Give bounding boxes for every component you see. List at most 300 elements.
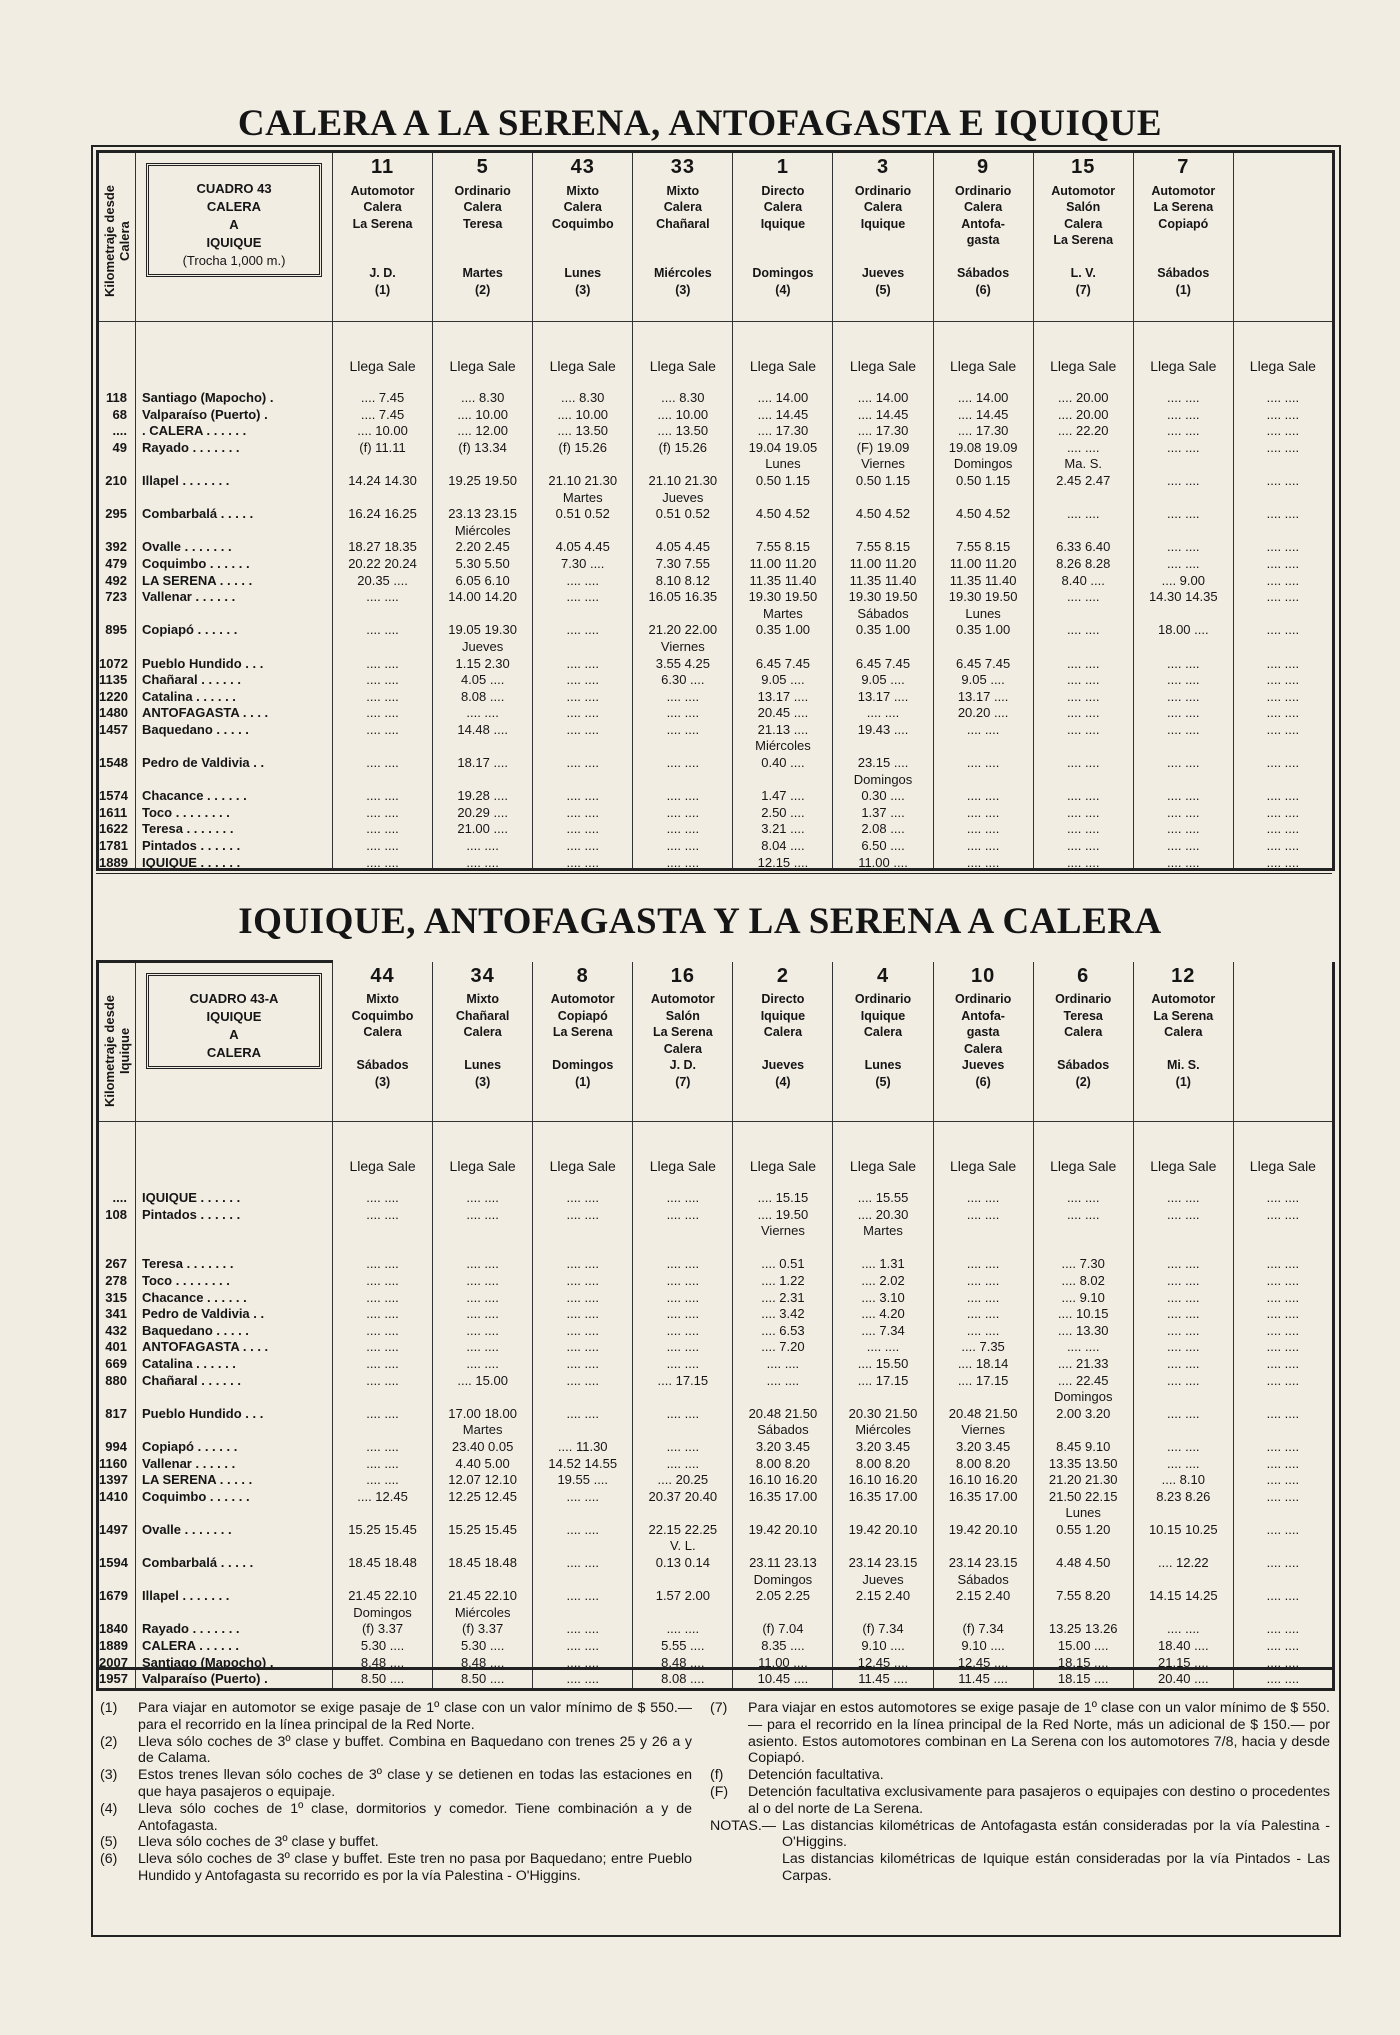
time-cell: 18.40 .... <box>1158 1638 1209 1654</box>
time-cell: .... .... <box>566 1355 599 1371</box>
time-cell: .... .... <box>1167 755 1200 771</box>
footnote <box>100 1700 692 1734</box>
train-detail <box>1234 232 1332 249</box>
train-number: 34 <box>470 964 495 987</box>
time-cell: .... .... <box>1266 589 1300 605</box>
time-cell: .... .... <box>566 705 599 721</box>
time-cell: .... 12.00 <box>457 423 508 439</box>
time-cell: 7.55 8.15 <box>755 539 811 555</box>
time-cell: .... .... <box>1066 672 1100 688</box>
train-detail <box>1234 183 1332 200</box>
train-header-16 <box>633 962 733 1122</box>
time-cell: .... .... <box>466 1339 499 1355</box>
train-detail <box>533 1041 632 1058</box>
time-cell: .... .... <box>1266 572 1300 588</box>
time-cell: 4.50 4.52 <box>755 506 811 522</box>
time-cell: .... .... <box>566 655 599 671</box>
time-cell <box>934 738 1033 755</box>
station-name: Pueblo Hundido . . . <box>142 655 264 671</box>
cuadro-line: IQUIQUE <box>206 235 262 250</box>
station-name: Illapel . . . . . . . <box>142 1588 230 1604</box>
station-name <box>136 1240 332 1257</box>
train-detail <box>1234 1041 1332 1058</box>
time-cell: 10.15 10.25 <box>1148 1521 1218 1537</box>
time-cell: 14.15 14.25 <box>1148 1588 1218 1604</box>
time-cell: Sábados <box>857 605 909 621</box>
km-value: 817 <box>105 1405 127 1421</box>
time-cell: 16.05 16.35 <box>648 589 718 605</box>
time-cell <box>934 639 1033 656</box>
train-detail: Martes <box>462 266 503 280</box>
train-time-column <box>1033 1122 1133 1690</box>
time-cell: 3.20 3.45 <box>755 1438 811 1454</box>
time-cell <box>333 606 432 623</box>
km-value <box>99 1240 135 1257</box>
time-cell: .... 8.30 <box>561 390 605 405</box>
time-cell: .... 7.35 <box>961 1339 1005 1355</box>
train-detail: (5) <box>875 282 891 297</box>
time-cell: .... .... <box>466 1190 499 1205</box>
station-name <box>136 772 332 789</box>
time-cell: .... .... <box>1066 755 1100 771</box>
time-cell: 12.25 12.45 <box>448 1488 517 1504</box>
time-cell <box>433 1223 532 1240</box>
time-cell: 1.15 2.30 <box>455 655 510 671</box>
time-cell <box>1034 1538 1133 1555</box>
section-title-southbound: IQUIQUE, ANTOFAGASTA Y LA SERENA A CALERA <box>238 901 1162 942</box>
train-detail <box>333 232 432 249</box>
time-cell: 0.40 .... <box>761 755 805 771</box>
time-cell: 2.08 .... <box>861 821 905 837</box>
train-detail <box>633 249 732 266</box>
train-detail: (6) <box>975 1074 991 1089</box>
time-cell <box>1234 1389 1332 1406</box>
time-cell: .... .... <box>1167 506 1200 522</box>
km-value: 492 <box>105 572 127 588</box>
time-cell <box>1134 490 1233 507</box>
train-detail <box>1034 249 1133 266</box>
station-name: Chacance . . . . . . <box>142 1289 247 1305</box>
time-cell <box>733 490 832 507</box>
train-detail <box>733 1041 832 1058</box>
km-value <box>99 456 135 473</box>
train-header-content <box>333 962 432 1091</box>
time-cell: .... .... <box>666 1206 700 1222</box>
time-cell: 19.04 19.05 <box>748 439 818 455</box>
station-name: Copiapó . . . . . . <box>142 1438 238 1454</box>
time-cell: .... .... <box>1066 1206 1100 1222</box>
time-cell: 11.45 .... <box>858 1671 908 1687</box>
time-cell: Miércoles <box>454 522 511 538</box>
time-cell: 13.17 .... <box>957 688 1009 704</box>
train-detail <box>1234 991 1332 1008</box>
time-cell <box>733 772 832 789</box>
time-cell: .... .... <box>566 1190 599 1205</box>
km-value: 1840 <box>99 1621 128 1637</box>
time-cell: 14.48 .... <box>457 721 508 737</box>
time-cell: .... .... <box>1167 1190 1200 1205</box>
train-detail: Copiapó <box>557 1008 608 1023</box>
time-cell: .... .... <box>1167 555 1200 571</box>
time-cell: .... .... <box>666 1339 700 1355</box>
station-name: Teresa . . . . . . . <box>142 1256 234 1272</box>
time-cell: .... .... <box>466 1256 499 1272</box>
station-name: Coquimbo . . . . . . <box>142 1488 250 1504</box>
time-cell <box>1134 456 1233 473</box>
km-value: 1480 <box>99 705 128 721</box>
time-cell: .... .... <box>366 854 399 870</box>
time-cell: 21.15 .... <box>1158 1654 1209 1670</box>
time-cell: .... 10.15 <box>1057 1306 1109 1322</box>
train-header-5 <box>433 152 533 322</box>
time-cell: .... .... <box>566 788 599 804</box>
train-header-content <box>1234 153 1332 298</box>
time-cell: 20.37 20.40 <box>648 1488 718 1504</box>
time-cell: Sábados <box>757 1422 809 1438</box>
time-cell: .... .... <box>666 821 700 837</box>
station-name <box>136 1605 332 1622</box>
time-cell <box>633 1505 732 1522</box>
time-cell <box>533 1572 632 1589</box>
train-detail: Jueves <box>861 266 905 280</box>
train-detail: Lunes <box>464 1058 502 1072</box>
time-cell: 9.10 .... <box>861 1638 905 1654</box>
km-value <box>99 1422 135 1439</box>
train-header-content <box>833 962 932 1091</box>
km-value <box>99 1505 135 1522</box>
time-cell: .... 19.50 <box>757 1206 809 1222</box>
time-cell: 18.45 18.48 <box>348 1555 417 1571</box>
time-cell: 9.10 .... <box>961 1638 1005 1654</box>
train-number: 15 <box>1071 156 1096 178</box>
time-cell: .... 1.22 <box>761 1272 805 1288</box>
time-cell: 19.30 19.50 <box>748 589 818 605</box>
time-cell: 0.51 0.52 <box>655 506 710 522</box>
time-cell: .... .... <box>366 755 399 771</box>
time-cell: 19.08 19.09 <box>948 439 1018 455</box>
time-cell <box>1234 1538 1332 1555</box>
train-detail: La Serena <box>352 216 413 231</box>
time-cell <box>633 1240 732 1257</box>
train-detail <box>1134 1041 1233 1058</box>
llega-sale-label: Llega Sale <box>950 1158 1017 1174</box>
train-detail: J. D. <box>669 1058 697 1072</box>
time-cell: .... 15.50 <box>857 1355 909 1371</box>
train-detail: Iquique <box>860 1008 906 1023</box>
train-detail: (1) <box>575 1074 591 1089</box>
time-cell: .... 1.31 <box>861 1256 905 1272</box>
time-cell: .... .... <box>566 1372 599 1388</box>
time-cell: .... .... <box>566 1588 599 1604</box>
llega-sale-label: Llega Sale <box>749 1158 816 1174</box>
time-cell <box>433 738 532 755</box>
train-detail: Copiapó <box>1158 216 1209 231</box>
time-cell: .... 7.34 <box>861 1322 905 1338</box>
divider <box>96 1667 1332 1670</box>
station-name <box>136 606 332 623</box>
time-cell <box>833 490 932 507</box>
time-cell: .... .... <box>566 622 599 638</box>
time-cell: .... .... <box>666 1272 700 1288</box>
footnote-text: Detención facultativa exclusivamente para pasajeros o equipajes con destino o procedentes al o del norte de La Serena. <box>748 1783 1330 1817</box>
llega-sale-label: Llega Sale <box>649 1158 716 1174</box>
time-cell <box>1034 490 1133 507</box>
train-detail: Mixto <box>666 183 700 198</box>
footnote <box>100 1851 692 1885</box>
station-name: Catalina . . . . . . <box>142 688 236 704</box>
time-cell: .... .... <box>966 1289 1000 1305</box>
train-header-content <box>433 153 532 298</box>
train-detail: Automotor <box>1051 183 1116 198</box>
time-cell: .... .... <box>1167 439 1200 455</box>
time-cell: 20.35 .... <box>357 572 408 588</box>
time-cell: 9.05 .... <box>761 672 805 688</box>
time-cell: (f) 7.34 <box>962 1621 1004 1637</box>
train-detail: Jueves <box>961 1058 1005 1072</box>
train-detail: La Serena <box>1153 200 1214 214</box>
time-cell: .... .... <box>366 655 399 671</box>
train-detail: (2) <box>1075 1074 1091 1089</box>
time-cell: 23.40 0.05 <box>451 1438 514 1454</box>
cuadro-cell <box>136 152 333 322</box>
time-cell <box>1234 1572 1332 1589</box>
time-cell: .... .... <box>1266 1322 1300 1338</box>
time-cell: Domingos <box>853 771 913 787</box>
train-header-content <box>1034 153 1133 298</box>
km-value: 479 <box>105 555 127 571</box>
time-cell: .... .... <box>366 1472 399 1488</box>
time-cell: .... .... <box>366 1256 399 1272</box>
train-detail: (6) <box>975 282 991 297</box>
train-header-15 <box>1033 152 1133 322</box>
footnote <box>710 1851 1330 1885</box>
time-cell <box>1034 639 1133 656</box>
time-cell: .... .... <box>1167 1272 1200 1288</box>
time-cell: .... .... <box>1167 423 1200 439</box>
time-cell <box>533 456 632 473</box>
time-cell: 14.00 14.20 <box>448 589 517 605</box>
km-value: 118 <box>106 390 127 405</box>
time-cell: Lunes <box>965 605 1001 621</box>
station-name: Combarbalá . . . . . <box>142 1555 254 1571</box>
footnote-key: NOTAS.— <box>710 1817 776 1834</box>
km-value: 1622 <box>99 821 128 837</box>
time-cell: .... .... <box>466 705 499 721</box>
train-time-column <box>1233 322 1333 872</box>
km-value <box>99 1223 135 1240</box>
time-cell <box>1234 639 1332 656</box>
time-cell: 0.55 1.20 <box>1056 1521 1111 1537</box>
time-cell: 21.10 21.30 <box>648 472 718 488</box>
time-cell: .... 10.00 <box>657 406 709 422</box>
train-detail: Automotor <box>1151 183 1216 198</box>
time-cell: 20.48 21.50 <box>748 1405 818 1421</box>
time-cell: 16.35 17.00 <box>948 1488 1018 1504</box>
train-detail <box>1134 232 1233 249</box>
time-cell: .... .... <box>366 1206 399 1222</box>
time-cell: .... .... <box>566 1405 599 1421</box>
time-cell: .... .... <box>566 1289 599 1305</box>
time-cell: 5.55 .... <box>661 1638 705 1654</box>
train-header-content <box>533 153 632 298</box>
time-cell <box>1234 772 1332 789</box>
km-value: 1957 <box>99 1671 128 1687</box>
time-cell: 0.35 1.00 <box>855 622 911 638</box>
train-header-3 <box>833 152 933 322</box>
time-cell: .... .... <box>566 1256 599 1272</box>
time-cell: 8.08 .... <box>661 1671 705 1687</box>
station-name: Combarbalá . . . . . <box>142 506 254 522</box>
train-detail: Ordinario <box>854 992 912 1006</box>
train-detail <box>1234 249 1332 266</box>
train-header-2 <box>733 962 833 1122</box>
station-name: Baquedano . . . . . <box>142 1322 249 1338</box>
train-detail: (3) <box>675 282 691 297</box>
train-number: 1 <box>776 156 789 178</box>
time-cell: .... .... <box>966 1272 1000 1288</box>
km-value: 1220 <box>99 688 128 704</box>
time-cell: 18.27 18.35 <box>348 539 417 555</box>
km-value: 1457 <box>99 721 128 737</box>
station-name: Ovalle . . . . . . . <box>142 539 232 555</box>
time-cell: 7.30 7.55 <box>655 555 710 571</box>
footnote-text: Lleva sólo coches de 3º clase y buffet. Este tren no pasa por Baquedano; entre Pueblo Hundido y Antofagasta su recorrido es por la vía Palestina - O'Higgins. <box>138 1851 692 1884</box>
llega-sale-label: Llega Sale <box>1249 358 1316 374</box>
time-cell: .... 13.30 <box>1057 1322 1109 1338</box>
footnote-text: Para viajar en automotor se exige pasaje de 1º clase con un valor mínimo de $ 550.— para el recorrido en la línea principal de la Red Norte. <box>138 1700 692 1733</box>
time-cell: Miércoles <box>755 738 811 754</box>
train-detail <box>433 232 532 249</box>
km-value: 1889 <box>99 1638 128 1654</box>
time-cell: .... .... <box>1167 472 1200 488</box>
time-cell: .... 8.30 <box>661 390 705 405</box>
train-detail <box>833 249 932 266</box>
time-cell: 4.40 5.00 <box>455 1455 510 1471</box>
time-cell <box>733 1605 832 1622</box>
time-cell: .... 22.45 <box>1057 1372 1109 1388</box>
time-cell: 20.22 20.24 <box>348 555 417 571</box>
time-cell: .... .... <box>366 1455 399 1471</box>
station-name: Vallenar . . . . . . <box>142 1455 236 1471</box>
time-cell: 16.10 16.20 <box>948 1472 1018 1488</box>
train-header-4 <box>833 962 933 1122</box>
time-cell: 0.30 .... <box>861 788 905 804</box>
time-cell: 14.52 14.55 <box>548 1455 618 1471</box>
train-detail: (1) <box>1175 1074 1191 1089</box>
train-detail: Calera <box>363 1025 402 1039</box>
footnote <box>100 1767 692 1801</box>
time-cell: .... .... <box>666 838 700 854</box>
time-cell: .... .... <box>1266 1339 1300 1355</box>
time-cell: Martes <box>462 1422 503 1438</box>
train-detail: Sábados <box>1057 1058 1110 1072</box>
llega-sale-label: Llega Sale <box>1249 1158 1316 1174</box>
cuadro-box <box>146 163 322 277</box>
time-cell: .... .... <box>566 755 599 771</box>
train-detail <box>833 232 932 249</box>
time-cell: Lunes <box>765 456 801 472</box>
time-cell: .... 11.30 <box>557 1438 608 1454</box>
time-cell: .... 17.15 <box>957 1372 1009 1388</box>
time-cell: 8.10 8.12 <box>655 572 710 588</box>
station-name: Pedro de Valdivia . . <box>142 1306 265 1322</box>
train-detail: Mixto <box>366 992 399 1006</box>
time-cell: 20.48 21.50 <box>948 1405 1018 1421</box>
time-cell: Miércoles <box>454 1604 511 1620</box>
time-cell: .... 13.50 <box>657 423 709 439</box>
time-cell: .... .... <box>1167 672 1200 688</box>
time-cell: .... .... <box>366 1322 399 1338</box>
train-detail: Sábados <box>957 266 1010 280</box>
cuadro-line: A <box>229 217 239 232</box>
train-number: 3 <box>876 156 890 178</box>
time-cell <box>833 1389 932 1406</box>
time-cell <box>1034 606 1133 623</box>
time-cell: .... .... <box>866 1339 900 1355</box>
train-detail: (2) <box>475 282 491 297</box>
train-header-7 <box>1133 152 1233 322</box>
time-cell: (f) 7.04 <box>762 1621 804 1637</box>
time-cell: 15.00 .... <box>1057 1638 1109 1654</box>
time-cell: .... .... <box>666 1405 700 1421</box>
time-cell: .... 7.20 <box>761 1339 805 1355</box>
station-name: Valparaíso (Puerto) . <box>142 406 268 422</box>
footnote <box>100 1801 692 1835</box>
time-cell: 2.45 2.47 <box>1056 472 1111 488</box>
train-detail: Calera <box>1064 216 1103 231</box>
cuadro-line: CUADRO 43 <box>196 181 272 196</box>
time-cell: Martes <box>562 489 603 505</box>
time-cell: .... 17.15 <box>657 1372 709 1388</box>
llega-sale-label: Llega Sale <box>649 358 716 374</box>
time-cell: .... 12.45 <box>357 1488 408 1504</box>
time-cell: .... .... <box>466 854 499 870</box>
time-cell: .... .... <box>566 572 599 588</box>
time-cell: .... .... <box>566 688 599 704</box>
time-cell: .... .... <box>1167 1621 1200 1637</box>
time-cell <box>433 1538 532 1555</box>
time-cell: 1.57 2.00 <box>655 1588 710 1604</box>
time-cell: 8.00 8.20 <box>956 1455 1011 1471</box>
time-cell: .... .... <box>1266 1306 1300 1322</box>
time-cell: 8.48 .... <box>360 1654 405 1670</box>
train-header-content <box>633 962 732 1091</box>
train-header-content <box>333 153 432 298</box>
time-cell: .... .... <box>366 1355 399 1371</box>
time-cell: .... .... <box>566 804 599 820</box>
time-cell: .... .... <box>1266 1289 1300 1305</box>
time-cell <box>1234 523 1332 540</box>
divider <box>96 873 1332 874</box>
time-cell <box>1234 1240 1332 1257</box>
llega-sale-label: Llega Sale <box>1050 1158 1117 1174</box>
train-detail: La Serena <box>1053 233 1114 247</box>
station-name: LA SERENA . . . . . <box>142 1472 253 1488</box>
train-detail: Calera <box>963 200 1003 214</box>
cuadro-line: A <box>229 1027 239 1042</box>
time-cell <box>833 1240 932 1257</box>
time-cell: .... .... <box>366 589 399 605</box>
time-cell: .... .... <box>1266 721 1300 737</box>
time-cell: .... .... <box>966 788 1000 804</box>
time-cell: .... .... <box>366 1306 399 1322</box>
train-header-content <box>833 153 932 298</box>
train-number: 5 <box>476 156 489 178</box>
time-cell: .... .... <box>1266 688 1300 704</box>
time-cell: 4.50 4.52 <box>956 506 1011 522</box>
llega-sale-label: Llega Sale <box>1150 1158 1217 1174</box>
train-time-column <box>1233 1122 1333 1690</box>
